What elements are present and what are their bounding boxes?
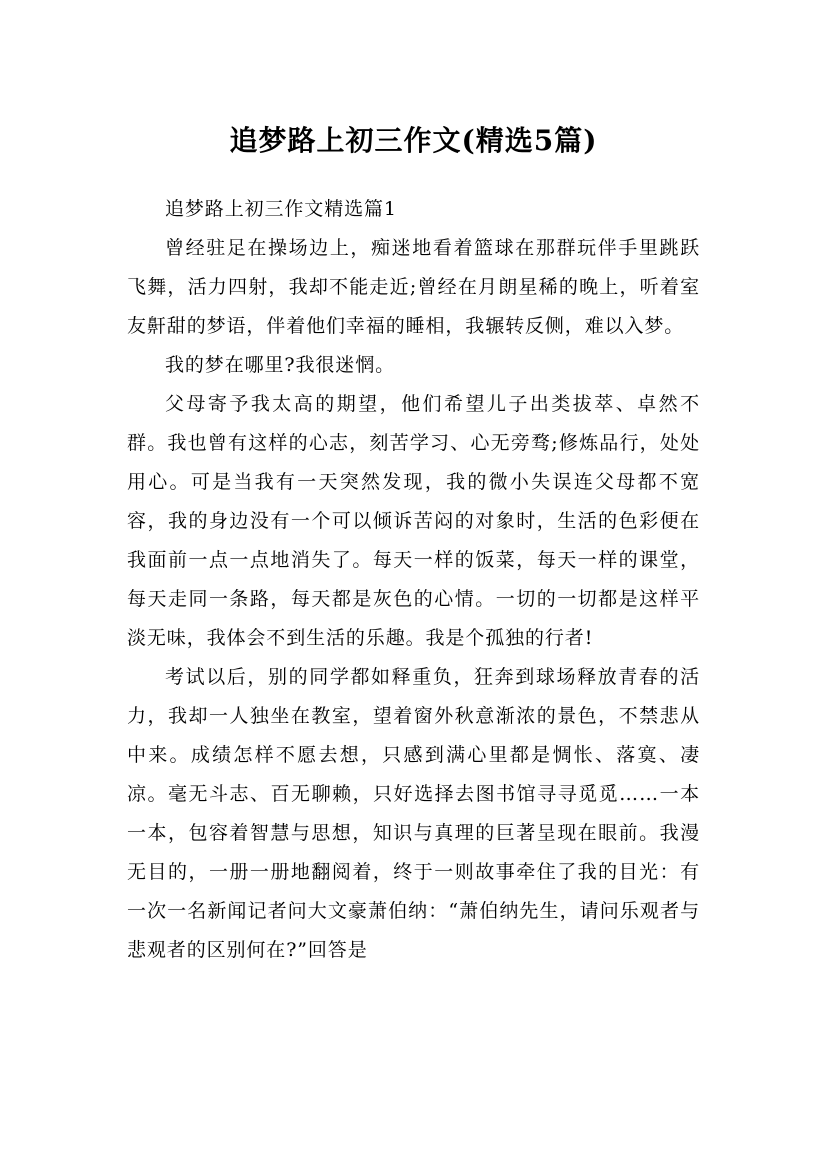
paragraph: 我的梦在哪里?我很迷惘。 xyxy=(165,354,395,376)
paragraph: 考试以后，别的同学都如释重负，狂奔到球场释放青春的活力，我却一人独坐在教室，望着窗外秋意渐浓的景色，不禁悲从中来。成绩怎样不愿去想，只感到满心里都是惆怅、落寞、凄凉。毫无斗志、百无聊赖，只好选择去图书馆寻寻觅觅……一本一本，包容着智慧与思想，知识与真理的巨著呈现在眼前。我漫无目的，一册一册地翻阅着，终于一则故事牵住了我的目光：有一次一名新闻记者问大文豪萧伯纳：“萧伯纳先生，请问乐观者与悲观者的区别何在?”回答是 xyxy=(127,666,700,961)
paragraph: 父母寄予我太高的期望，他们希望儿子出类拔萃、卓然不群。我也曾有这样的心志，刻苦学习、心无旁骛;修炼品行，处处用心。可是当我有一天突然发现，我的微小失误连父母都不宽容，我的身边没有一个可以倾诉苦闷的对象时，生活的色彩便在我面前一点一点地消失了。每天一样的饭菜，每天一样的课堂，每天走同一条路，每天都是灰色的心情。一切的一切都是这样平淡无味，我体会不到生活的乐趣。我是个孤独的行者! xyxy=(127,393,700,649)
document-body xyxy=(127,190,700,970)
document-title: 追梦路上初三作文(精选5篇) xyxy=(229,123,598,157)
section-heading: 追梦路上初三作文精选篇1 xyxy=(165,198,397,220)
paragraph: 曾经驻足在操场边上，痴迷地看着篮球在那群玩伴手里跳跃飞舞，活力四射，我却不能走近;曾经在月朗星稀的晚上，听着室友鼾甜的梦语，伴着他们幸福的睡相，我辗转反侧，难以入梦。 xyxy=(127,237,700,337)
